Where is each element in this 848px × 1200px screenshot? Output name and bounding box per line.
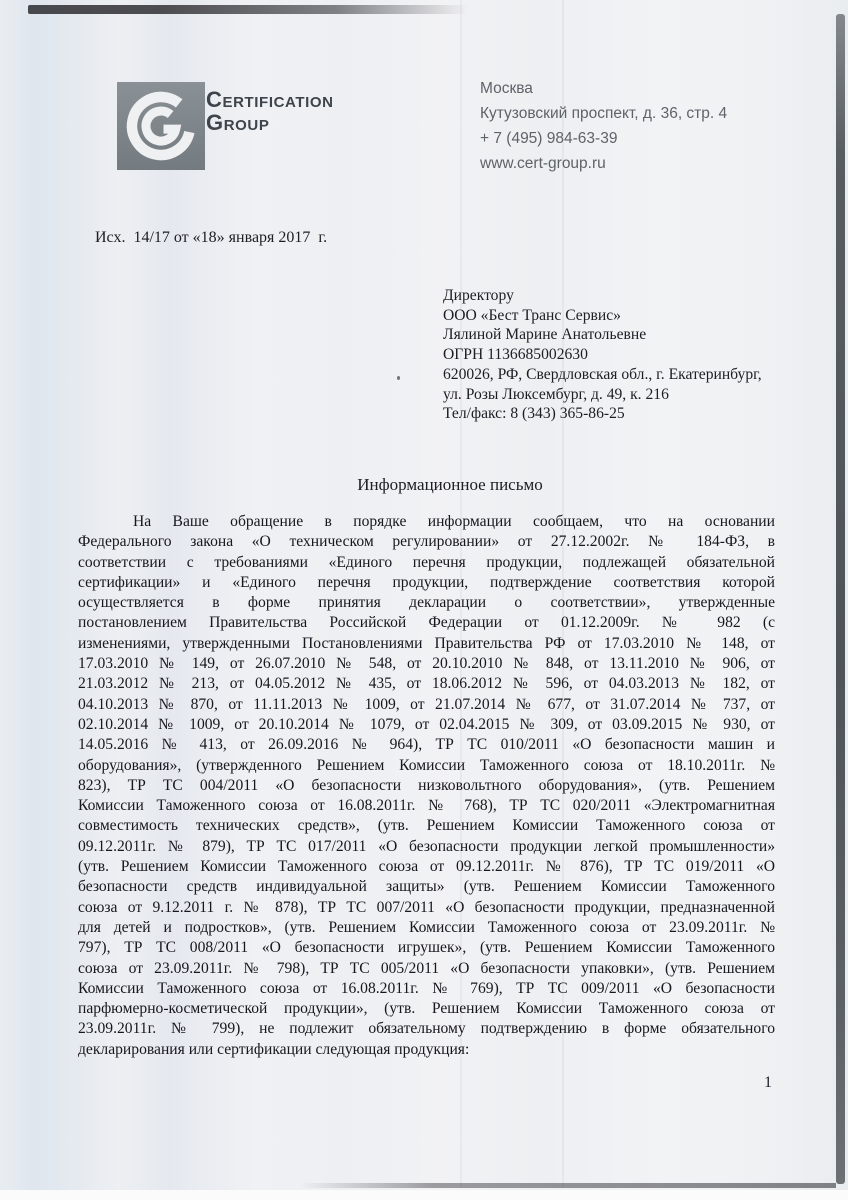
wordmark-line2: Group xyxy=(206,110,270,135)
body-line: совместимость технических средств», (утв. Решением Комиссии Таможенного союза от xyxy=(78,817,775,835)
contact-city: Москва xyxy=(480,80,533,97)
recipient-company: ООО «Бест Транс Сервис» xyxy=(443,306,621,324)
recipient-address-line1: 620026, РФ, Свердловская обл., г. Екатеринбург, xyxy=(443,365,762,383)
body-line: 21.03.2012 № 213, от 04.05.2012 № 435, от 18.06.2012 № 596, от 04.03.2013 № 182, от xyxy=(78,675,775,693)
body-line: осуществляется в форме принятия декларации о соответствии», утвержденные xyxy=(78,594,775,612)
contact-website: www.cert-group.ru xyxy=(480,155,606,172)
wordmark-line1: Certification xyxy=(206,87,334,112)
contact-block xyxy=(480,76,727,176)
body-line: 09.12.2011г. № 879), ТР ТС 017/2011 «О безопасности продукции легкой промышленности» xyxy=(78,837,775,855)
body-line: безопасности средств индивидуальной защиты» (утв. Решением Комиссии Таможенного xyxy=(78,878,775,896)
reference-line: Исх. 14/17 от «18» января 2017 г. xyxy=(95,229,328,246)
body-paragraph xyxy=(78,512,775,1060)
body-line: изменениями, утвержденными Постановлениями Правительства РФ от 17.03.2010 № 148, от xyxy=(78,634,775,652)
body-line: парфюмерно-косметической продукции», (утв. Решением Комиссии Таможенного союза от xyxy=(78,1000,775,1018)
company-wordmark xyxy=(206,88,334,134)
body-line: сертификации» и «Единого перечня продукции, подтверждение соответствия которой xyxy=(78,573,775,591)
body-line: союза от 9.12.2011 г. № 878), ТР ТС 007/2011 «О безопасности продукции, предназначенной xyxy=(78,898,775,916)
body-line: оборудования», (утвержденного Решением Комиссии Таможенного союза от 18.10.2011г. № xyxy=(78,756,775,774)
body-line: 797), ТР ТС 008/2011 «О безопасности игрушек», (утв. Решением Комиссии Таможенного xyxy=(78,939,775,957)
recipient-ogrn: ОГРН 1136685002630 xyxy=(443,346,588,364)
body-line: 23.09.2011г. № 799), не подлежит обязательному подтверждению в форме обязательного xyxy=(78,1020,775,1038)
body-line: Федерального закона «О техническом регулировании» от 27.12.2002г. № 184-ФЗ, в xyxy=(78,533,775,551)
recipient-person: Лялиной Марине Анатольевне xyxy=(443,326,647,344)
body-line: (утв. Решением Комиссии Таможенного союза от 09.12.2011г. № 876), ТР ТС 019/2011 «О xyxy=(78,858,775,876)
document-title: Информационное письмо xyxy=(357,475,543,494)
body-line: На Ваше обращение в порядке информации сообщаем, что на основании xyxy=(133,513,775,530)
recipient-address-line2: ул. Розы Люксембург, д. 49, к. 216 xyxy=(443,385,669,403)
body-line: постановлением Правительства Российской Федерации от 01.12.2009г. № 982 (с xyxy=(78,614,775,632)
recipient-block xyxy=(443,286,762,424)
body-line: Комиссии Таможенного союза от 16.08.2011г. № 769), ТР ТС 009/2011 «О безопасности xyxy=(78,979,775,997)
body-line: декларирования или сертификации следующая продукция: xyxy=(78,1040,470,1058)
scan-artifact-right xyxy=(836,14,845,1184)
cg-logo-icon xyxy=(117,82,205,170)
body-line: союза от 23.09.2011г. № 798), ТР ТС 005/2011 «О безопасности упаковки», (утв. Решением xyxy=(78,959,775,977)
body-line: соответствии с требованиями «Единого перечня продукции, подлежащей обязательной xyxy=(78,553,775,571)
scan-artifact-bottom xyxy=(300,1183,836,1188)
contact-street: Кутузовский проспект, д. 36, стр. 4 xyxy=(480,105,728,122)
recipient-phone: Тел/факс: 8 (343) 365-86-25 xyxy=(443,405,625,423)
body-line: 02.10.2014 № 1009, от 20.10.2014 № 1079, от 02.04.2015 № 309, от 03.09.2015 № 930, от xyxy=(78,715,775,733)
body-line: 17.03.2010 № 149, от 26.07.2010 № 548, от 20.10.2010 № 848, от 13.11.2010 № 906, от xyxy=(78,655,775,673)
body-line: 823), ТР ТС 004/2011 «О безопасности низковольтного оборудования», (утв. Решением xyxy=(78,776,775,794)
page-number: 1 xyxy=(764,1074,772,1091)
recipient-position: Директору xyxy=(443,287,514,304)
contact-phone: + 7 (495) 984-63-39 xyxy=(480,130,618,147)
body-line: для детей и подростков», (утв. Решением Комиссии Таможенного союза от 23.09.2011г. № xyxy=(78,918,775,936)
scan-artifact-top xyxy=(28,5,468,14)
body-line: Комиссии Таможенного союза от 16.08.2011г. № 768), ТР ТС 020/2011 «Электромагнитная xyxy=(78,797,775,815)
body-line: 14.05.2016 № 413, от 26.09.2016 № 964), ТР ТС 010/2011 «О безопасности машин и xyxy=(78,736,775,754)
body-line: 04.10.2013 № 870, от 11.11.2013 № 1009, от 21.07.2014 № 677, от 31.07.2014 № 737, от xyxy=(78,695,775,713)
ink-speck xyxy=(397,376,400,380)
